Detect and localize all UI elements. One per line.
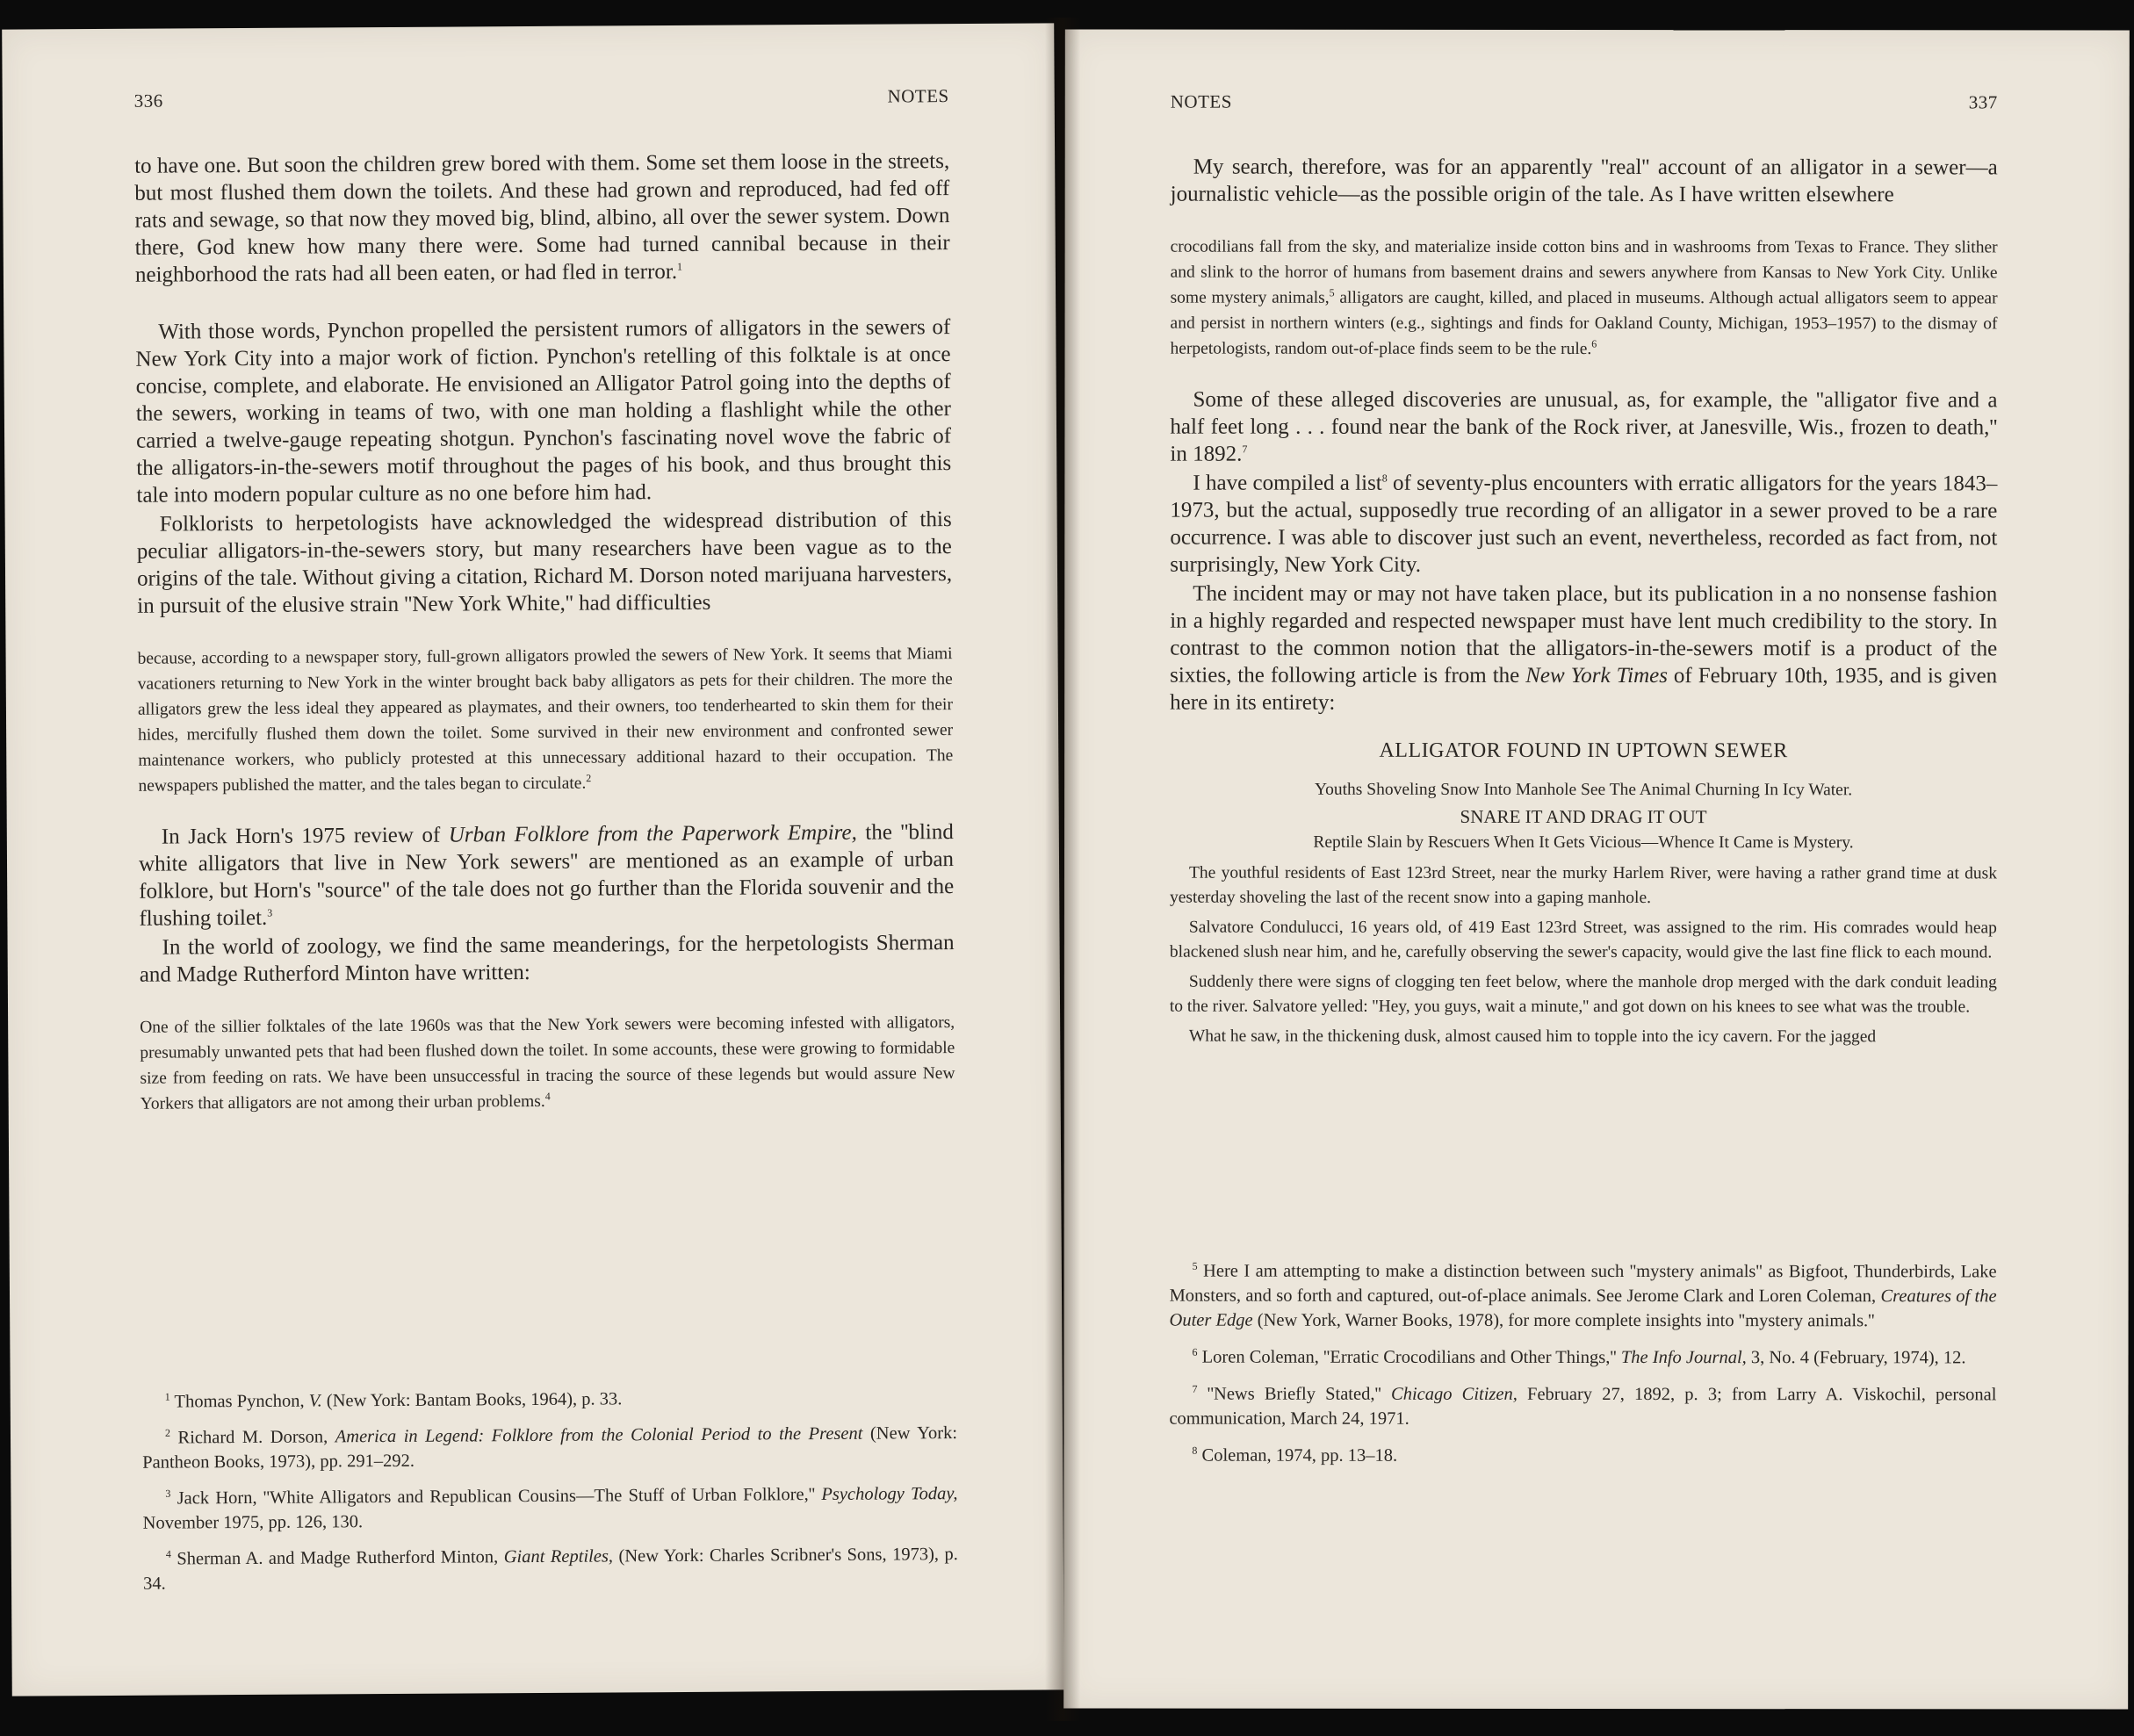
block-quote: [1171, 234, 1998, 363]
footnote-text: Loren Coleman, ''Erratic Crocodilians and Other Things,'': [1197, 1347, 1621, 1368]
footnote-number: 3: [165, 1487, 171, 1500]
book-gutter: [1045, 18, 1080, 1721]
paragraph: [1170, 386, 1997, 469]
footnote-number: 6: [1192, 1345, 1198, 1358]
running-head-title: NOTES: [887, 85, 949, 107]
quote-body: alligators are caught, killed, and placed in museums. Although actual alligators seem to appear and persist in northern winters (e.g., sightings and finds for Oakland County, Michigan, 1953–1957) to the dismay of herpetologists, random out-of-place finds seem to be the rule.: [1170, 288, 1998, 358]
footnote: [142, 1421, 957, 1475]
footnote-number: 8: [1192, 1444, 1198, 1457]
paragraph-text: of seventy-plus encounters with erratic alligators for the years 1843–1973, but the actual, supposedly true recording of an alligator in a sewer proved to be a rare occurrence. I was able to discover just such an event, nevertheless, recorded as fact from, not surprisingly, New York City.: [1170, 471, 1998, 577]
footnote-ref: 4: [544, 1090, 551, 1103]
footnote-text: Richard M. Dorson,: [169, 1427, 335, 1448]
footnote: [1170, 1345, 1997, 1371]
paragraph-text: to have one. But soon the children grew bored with them. Some set them loose in the streets, but most flushed them down the toilets. And these had grown and reproduced, had fed off rats and sewage, so that now they moved big, blind, albino, all over the sewer system. Down there, God knew how many there were. Some had turned cannibal because in their neighborhood the rats had all been eaten, or had fled in terror.: [134, 149, 950, 287]
block-quote: [140, 1010, 955, 1117]
footnote-text: 3, No. 4 (February, 1974), 12.: [1746, 1348, 1966, 1368]
footnote-ref: 6: [1591, 337, 1597, 350]
footnote-number: 4: [165, 1547, 171, 1560]
paragraph: My search, therefore, was for an apparently ''real'' account of an alligator in a sewer—a journalistic vehicle—as the possible origin of the tale. As I have written elsewhere: [1170, 155, 1998, 207]
quote-text: [140, 1010, 955, 1117]
paragraph-text: I have compiled a list: [1193, 471, 1382, 495]
footnote: [1169, 1444, 1996, 1469]
article-deck: Youths Shoveling Snow Into Manhole See The Animal Churning In Icy Water.: [1315, 780, 1853, 800]
left-page: [2, 23, 1064, 1696]
paragraph: [139, 818, 955, 933]
article-subhead: SNARE IT AND DRAG IT OUT: [1460, 805, 1707, 828]
paragraph-text: Some of these alleged discoveries are unusual, as, for example, the ''alligator five and a half feet long . . . found near the bank of the Rock river, at Janesville, Wis., frozen to death,'' in 1892.: [1170, 387, 1998, 466]
quote-text: [138, 641, 954, 799]
footnote: [142, 1385, 957, 1415]
page-number: 336: [133, 90, 163, 112]
left-page-content: [134, 85, 959, 1643]
footnote-text: (New York: Charles Scribner's Sons, 1973), p. 34.: [142, 1545, 958, 1594]
footnote-text: Thomas Pynchon,: [169, 1391, 309, 1412]
footnote-number: 5: [1192, 1259, 1198, 1272]
quote-body: because, according to a newspaper story, full-grown alligators prowled the sewers of New York. It seems that Miami vacationers returning to New York in the winter brought back baby alligators as pets for their children. The more the alligators grew the less ideal they appeared as playmates, and their owners, too tenderhearted to skin them for their hides, mercifully flushed them down the toilet. Some survived in their new environment and confronted sewer maintenance workers, who publicly protested at this unnecessary additional hazard to their occupation. The newspapers published the matter, and the tales began to circulate.: [137, 645, 954, 796]
quote-text: [1171, 234, 1998, 363]
footnote-ref: 1: [676, 260, 683, 273]
footnote-text: (New York: Pantheon Books, 1973), pp. 291–292.: [142, 1423, 958, 1473]
footnote: [1169, 1382, 1996, 1432]
footnote: [142, 1481, 957, 1536]
right-running-head: [1171, 91, 1998, 114]
footnote-text: Here I am attempting to make a distinction between such ''mystery animals'' as Bigfoot, Thunderbirds, Lake Monsters, and so forth and captured, out-of-place animals. See Jerome Clark and Loren Coleman,: [1169, 1261, 1997, 1307]
footnote-text: Jack Horn, ''White Alligators and Republican Cousins—The Stuff of Urban Folklore,'': [170, 1485, 822, 1509]
left-body-text-2: [139, 818, 955, 989]
footnote-text: (New York: Bantam Books, 1964), p. 33.: [321, 1389, 623, 1411]
newspaper-article: [1170, 739, 1997, 1050]
article-paragraph: The youthful residents of East 123rd Street, near the murky Harlem River, were having a rather grand time at dusk yesterday shoveling the last of the recent snow into a gaping manhole.: [1169, 863, 1998, 908]
footnote: [1170, 1259, 1997, 1334]
footnote-title: V.: [308, 1391, 322, 1411]
article-deck: Reptile Slain by Rescuers When It Gets Vicious—Whence It Came is Mystery.: [1313, 832, 1854, 853]
footnote-text: Sherman A. and Madge Rutherford Minton,: [170, 1547, 504, 1569]
footnote-text: (New York, Warner Books, 1978), for more complete insights into ''mystery animals.'': [1252, 1310, 1875, 1331]
page-number: 337: [1968, 91, 1998, 113]
footnote-ref: 7: [1242, 443, 1248, 456]
footnote-ref: 2: [586, 772, 592, 785]
running-head-title: NOTES: [1170, 90, 1232, 112]
quote-body: crocodilians fall from the sky, and materialize inside cotton bins and in washrooms from Texas to France. They slither and slink to the horror of humans from basement drains and sewers anywhere from Kansas to New York City. Unlike some mystery animals,: [1170, 237, 1998, 307]
right-footnotes: [1169, 1259, 1996, 1481]
book-title: Urban Folklore from the Paperwork Empire,: [448, 820, 857, 847]
right-body-text: [1171, 154, 1998, 209]
footnote-title: Creatures of the Outer Edge: [1169, 1286, 1997, 1330]
footnote-title: Chicago Citizen,: [1391, 1384, 1518, 1404]
paragraph: With those words, Pynchon propelled the persistent rumors of alligators in the sewers of New York City into a major work of fiction. Pynchon's retelling of this folktale is at once concise, complete, and elaborate. He envisioned an Alligator Patrol going into the depths of the sewers, working in teams of two, with one man holding a flashlight while the other carried a twelve-gauge repeating shotgun. Pynchon's fascinating novel wove the fabric of the alligators-in-the-sewers motif throughout the pages of his book, and thus brought this tale into modern popular culture as no one before him had.: [135, 315, 952, 508]
paragraph: In the world of zoology, we find the same meanderings, for the herpetologists Sherman and Madge Rutherford Minton have written:: [139, 931, 955, 987]
footnote-ref: 3: [267, 906, 273, 919]
article-paragraph: What he saw, in the thickening dusk, almost caused him to topple into the icy cavern. For the jagged: [1188, 1026, 1877, 1047]
footnote-text: ''News Briefly Stated,'': [1197, 1384, 1392, 1404]
footnote-title: Psychology Today,: [821, 1484, 958, 1505]
footnote-number: 2: [164, 1426, 171, 1439]
paragraph: [134, 148, 950, 289]
paragraph: [1170, 580, 1997, 717]
paragraph: [1170, 470, 1997, 580]
newspaper-title: New York Times: [1525, 663, 1668, 688]
left-body-text: [134, 148, 952, 620]
article-paragraph: Suddenly there were signs of clogging ten feet below, where the manhole drop merged with the dark conduit leading to the river. Salvatore yelled: ''Hey, you guys, wait a minute,'' and got down on his knees to see what was the trouble.: [1169, 972, 1997, 1017]
footnote-title: America in Legend: Folklore from the Colonial Period to the Present: [335, 1423, 863, 1447]
article-headline: ALLIGATOR FOUND IN UPTOWN SEWER: [1379, 738, 1788, 763]
footnote-number: 1: [164, 1390, 170, 1403]
right-page-content: [1169, 91, 1998, 1657]
paragraph-text: The incident may or may not have taken place, but its publication in a no nonsense fashion in a highly regarded and respected newspaper must have lent much credibility to the story. In contrast to the common notion that the alligators-in-the-sewers motif is a product of the sixties, the following article is from the: [1170, 581, 1998, 688]
footnote-ref: 5: [1329, 286, 1335, 299]
footnote-text: February 27, 1892, p. 3; from Larry A. Viskochil, personal communication, March 24, 1971.: [1169, 1384, 1997, 1429]
left-footnotes: [142, 1385, 958, 1608]
footnote-number: 7: [1192, 1382, 1198, 1395]
article-paragraph: Salvatore Condulucci, 16 years old, of 419 East 123rd Street, was assigned to the rim. His comrades would heap blackened slush near him, and he, carefully observing the sewer's capacity, would give the last fine flick to each mound.: [1169, 918, 1997, 962]
footnote-text: Coleman, 1974, pp. 13–18.: [1197, 1445, 1398, 1466]
paragraph-text: the ''blind white alligators that live in New York sewers'' are mentioned as an example of urban folklore, but Horn's ''source'' of the tale does not go further than the Florida souvenir and the flushing toilet.: [138, 820, 955, 931]
footnote: [143, 1542, 958, 1596]
paragraph: Folklorists to herpetologists have acknowledged the widespread distribution of this peculiar alligators-in-the-sewers story, but many researchers have been vague as to the origins of the tale. Without giving a citation, Richard M. Dorson noted marijuana harvesters, in pursuit of the elusive strain ''New York White,'' had difficulties: [136, 508, 953, 618]
right-body-text-2: [1170, 386, 1997, 717]
paragraph-text: of February 10th, 1935, and is given here in its entirety:: [1170, 664, 1998, 715]
paragraph-text: In Jack Horn's 1975 review of: [161, 823, 449, 849]
footnote-title: The Info Journal,: [1620, 1348, 1747, 1368]
footnote-text: November 1975, pp. 126, 130.: [142, 1512, 364, 1533]
block-quote: [138, 641, 954, 799]
right-page: [1063, 29, 2130, 1709]
footnote-title: Giant Reptiles,: [503, 1546, 614, 1567]
left-running-head: [134, 85, 949, 112]
quote-body: One of the sillier folktales of the late 1960s was that the New York sewers were becoming infested with alligators, presumably unwanted pets that had been flushed down the toilet. In some accounts, these were growing to formidable size from feeding on rats. We have been unsuccessful in tracing the source of these legends but would assure New Yorkers that alligators are not among their urban problems.: [140, 1013, 955, 1113]
footnote-ref: 8: [1381, 472, 1388, 485]
